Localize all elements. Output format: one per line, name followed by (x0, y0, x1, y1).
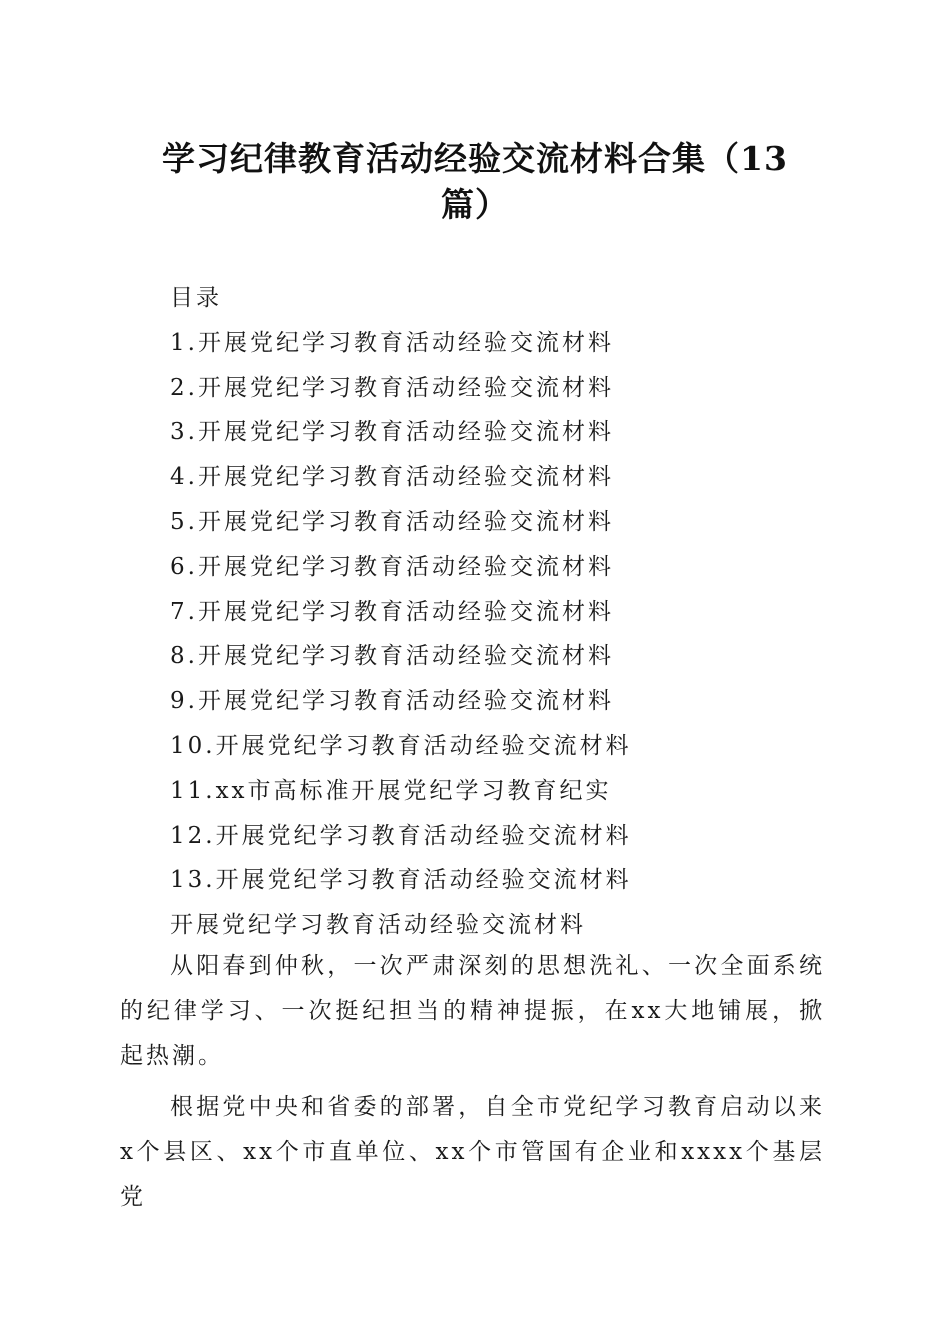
document-title: 学习纪律教育活动经验交流材料合集（13篇） (162, 139, 788, 224)
section-title: 开展党纪学习教育活动经验交流材料 (170, 912, 586, 939)
toc-item: 10.开展党纪学习教育活动经验交流材料 (170, 732, 632, 759)
toc-item: 5.开展党纪学习教育活动经验交流材料 (170, 508, 614, 535)
toc-item: 11.xx市高标准开展党纪学习教育纪实 (170, 777, 612, 804)
toc-item: 7.开展党纪学习教育活动经验交流材料 (170, 598, 614, 625)
toc-item: 3.开展党纪学习教育活动经验交流材料 (170, 419, 614, 446)
toc-item: 6.开展党纪学习教育活动经验交流材料 (170, 553, 614, 580)
table-of-contents (170, 276, 850, 948)
toc-item: 9.开展党纪学习教育活动经验交流材料 (170, 688, 614, 715)
toc-item: 13.开展党纪学习教育活动经验交流材料 (170, 867, 632, 894)
paragraph: 从阳春到仲秋，一次严肃深刻的思想洗礼、一次全面系统的纪律学习、一次挺纪担当的精神提振，在xx大地铺展，掀起热潮。 (120, 953, 825, 1069)
toc-item: 2.开展党纪学习教育活动经验交流材料 (170, 374, 614, 401)
toc-item: 1.开展党纪学习教育活动经验交流材料 (170, 329, 614, 356)
toc-item: 12.开展党纪学习教育活动经验交流材料 (170, 822, 632, 849)
toc-item: 8.开展党纪学习教育活动经验交流材料 (170, 643, 614, 670)
toc-heading: 目录 (170, 285, 222, 311)
toc-item: 4.开展党纪学习教育活动经验交流材料 (170, 464, 614, 491)
body-text (120, 944, 825, 1220)
paragraph: 根据党中央和省委的部署，自全市党纪学习教育启动以来x个县区、xx个市直单位、xx个市管国有企业和xxxx个基层党 (120, 1094, 825, 1210)
